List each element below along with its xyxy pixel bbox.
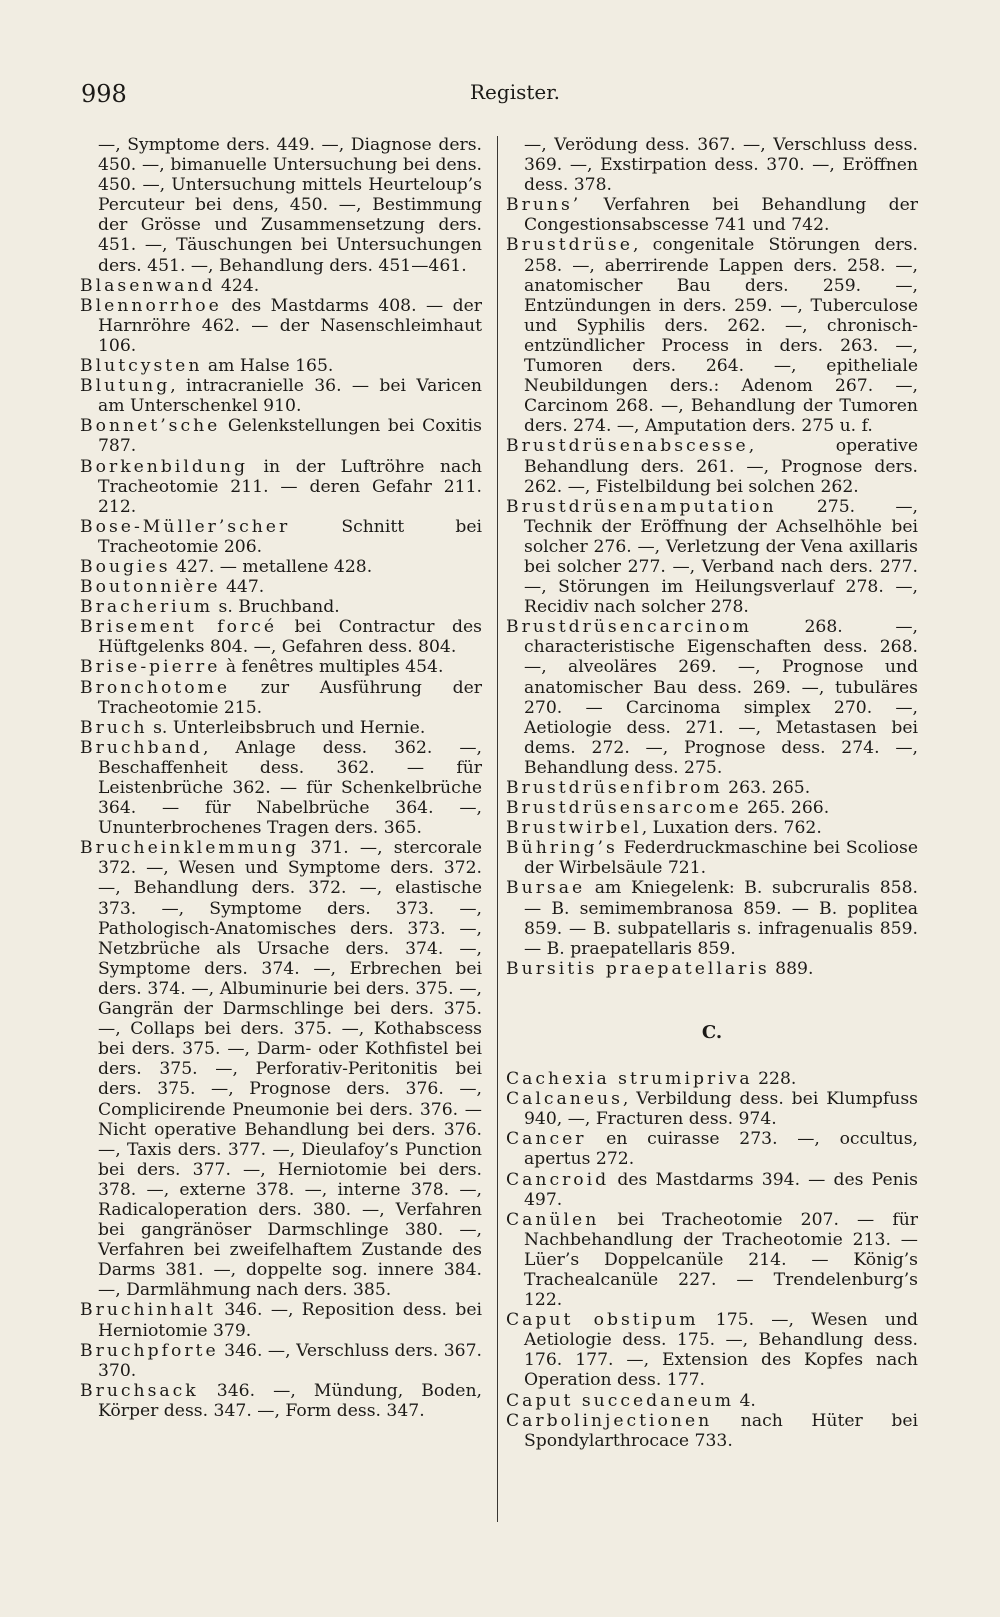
index-headword: Boutonnière — [80, 577, 221, 598]
index-entry — [506, 818, 918, 838]
index-headword: Carbolinjectionen — [506, 1410, 713, 1431]
index-text: 346. —, Verschluss ders. 367. 370. — [98, 1340, 482, 1381]
index-text: 424. — [215, 275, 260, 296]
index-text: à fenêtres multiples 454. — [220, 657, 444, 678]
index-headword: Cancer — [506, 1129, 587, 1150]
index-text: Schnitt bei Tracheotomie 206. — [98, 516, 482, 557]
left-column — [80, 135, 482, 1421]
index-entry — [80, 557, 482, 577]
index-headword: Bose-Müller’scher — [80, 516, 291, 537]
index-text: in der Luftröhre nach Tracheotomie 211. — deren Gefahr 211. 212. — [98, 456, 482, 517]
index-text: , congenitale Störungen ders. 258. —, aberrirende Lappen ders. 258. —, anatomischer Bau ders. 259. —, Entzündungen in ders. 259. —, Tuberculose und Syphilis ders. 262. —, chronisch-entzündlicher Process in ders. 263. —, Tumoren ders. 264. —, epitheliale Neubildungen ders.: Adenom 267. —, Carcinom 268. —, Behandlung der Tumoren ders. 274. —, Amputation ders. 275 u. f. — [524, 235, 918, 437]
index-headword: Brustdrüsencarcinom — [506, 617, 752, 638]
index-entry — [80, 517, 482, 557]
index-text: 447. — [220, 577, 265, 598]
index-headword: Brustwirbel — [506, 818, 642, 839]
index-headword: Brustdrüsenfibrom — [506, 778, 723, 798]
index-text: des Mastdarms 408. — der Harnröhre 462. — der Nasenschleimhaut 106. — [98, 295, 482, 356]
index-headword: Bruchpforte — [80, 1340, 219, 1361]
section-heading: C. — [701, 1021, 723, 1043]
index-text: bei Tracheotomie 207. — für Nachbehandlung der Tracheotomie 213. — Lüer’s Doppelcanüle 214. — König’s Trachealcanüle 227. — Trendelenburg’s 122. — [524, 1209, 918, 1311]
index-entry — [80, 135, 482, 276]
index-headword: Caput succedaneum — [506, 1390, 735, 1411]
index-text: am Kniegelenk: B. subcruralis 858. — B. semimembranosa 859. — B. poplitea 859. — B. subpatellaris s. infragenualis 859. — B. praepatellaris 859. — [524, 878, 918, 959]
index-entry — [80, 1300, 482, 1340]
index-text: , Luxation ders. 762. — [641, 818, 822, 839]
index-headword: Bruchsack — [80, 1380, 199, 1401]
index-headword: Brustdrüsenamputation — [506, 496, 777, 517]
index-headword: Cancroid — [506, 1169, 610, 1190]
index-entry — [506, 1310, 918, 1390]
page-number: 998 — [81, 80, 127, 108]
index-headword: Cachexia strumipriva — [506, 1069, 753, 1090]
index-text: 228. — [752, 1069, 797, 1090]
index-entry — [506, 959, 918, 979]
index-headword: Caput obstipum — [506, 1310, 699, 1331]
index-headword: Blutung — [80, 376, 171, 397]
index-headword: Canülen — [506, 1209, 600, 1230]
index-entry — [506, 497, 918, 618]
index-entry — [506, 878, 918, 958]
index-text: , intracranielle 36. — bei Varicen am Unterschenkel 910. — [98, 376, 482, 417]
index-text: Gelenkstellungen bei Coxitis 787. — [98, 416, 482, 457]
index-text: 889. — [769, 958, 814, 979]
index-entry — [80, 597, 482, 617]
index-headword: Bougies — [80, 556, 171, 577]
index-entry — [506, 436, 918, 496]
column-divider — [497, 136, 498, 1522]
index-headword: Bühring’s — [506, 838, 618, 859]
index-entry — [80, 276, 482, 296]
index-headword: Blennorrhoe — [80, 295, 222, 316]
index-entry — [80, 577, 482, 597]
index-headword: Borkenbildung — [80, 456, 248, 477]
index-headword: Bruchband — [80, 737, 203, 758]
index-entry — [80, 356, 482, 376]
index-entry — [80, 1341, 482, 1381]
index-headword: Bruchinhalt — [80, 1300, 216, 1321]
index-text: bei Contractur des Hüftgelenks 804. —, Gefahren dess. 804. — [98, 617, 483, 658]
index-entry — [506, 1391, 918, 1411]
index-entry — [506, 778, 918, 798]
index-headword: Brisement forcé — [80, 617, 278, 638]
index-text: 427. — metallene 428. — [170, 556, 373, 577]
index-text: —, Symptome ders. 449. —, Diagnose ders. 450. —, bimanuelle Untersuchung bei dens. 450. —, Untersuchung mittels Heurteloup’s Percuteur bei dens, 450. —, Bestimmung der Grösse und Zusammensetzung ders. 451. —, Täuschungen bei Untersuchungen ders. 451. —, Behandlung ders. 451—461. — [98, 135, 482, 276]
index-entry — [80, 376, 482, 416]
index-entry — [506, 195, 918, 235]
index-headword: Bronchotome — [80, 677, 231, 698]
index-headword: Brustdrüsensarcome — [506, 798, 742, 819]
index-text: 268. —, characteristische Eigenschaften dess. 268. —, alveoläres 269. —, Prognose und anatomischer Bau dess. 269. —, tubuläres 270. — Carcinoma simplex 270. —, Aetiologie dess. 271. —, Metastasen bei dems. 272. —, Prognose dess. 274. —, Behandlung dess. 275. — [524, 617, 918, 778]
index-text: 275. —, Technik der Eröffnung der Achselhöhle bei solcher 276. —, Verletzung der Vena axillaris bei solcher 277. —, Verband nach ders. 277. —, Störungen im Heilungsverlauf 278. —, Recidiv nach solcher 278. — [524, 496, 918, 618]
index-headword: Brustdrüsenabscesse — [506, 436, 749, 457]
index-text: en cuirasse 273. —, occultus, apertus 272. — [524, 1129, 918, 1170]
index-text: 265. 266. — [741, 798, 830, 819]
index-text: Federdruckmaschine bei Scoliose der Wirbelsäule 721. — [524, 838, 918, 879]
index-headword: Bonnet’sche — [80, 416, 221, 437]
index-entry — [80, 457, 482, 517]
index-text: zur Ausführung der Tracheotomie 215. — [98, 677, 482, 718]
index-text: 4. — [734, 1390, 756, 1411]
index-text: , operative Behandlung ders. 261. —, Prognose ders. 262. —, Fistelbildung bei solchen 262. — [524, 436, 918, 497]
right-column — [506, 135, 918, 1451]
index-headword: Blutcysten — [80, 356, 203, 377]
index-headword: Brise-pierre — [80, 657, 221, 678]
index-headword: Bursae — [506, 878, 586, 899]
index-text: —, Verödung dess. 367. —, Verschluss dess. 369. —, Exstirpation dess. 370. —, Eröffnen dess. 378. — [524, 135, 918, 196]
index-text: 371. —, stercorale 372. —, Wesen und Symptome ders. 372. —, Behandlung ders. 372. —, elastische 373. —, Symptome ders. 373. —, Pathologisch-Anatomisches ders. 373. —, Netzbrüche als Ursache ders. 374. —, Symptome ders. 374. —, Erbrechen bei ders. 374. —, Albuminurie bei ders. 375. —, Gangrän der Darmschlinge bei ders. 375. —, Collaps bei ders. 375. —, Kothabscess bei ders. 375. —, Darm- oder Kothfistel bei ders. 375. —, Perforativ-Peritonitis bei ders. 375. —, Prognose ders. 376. —, Complicirende Pneumonie bei ders. 376. — Nicht operative Behandlung bei ders. 376. —, Taxis ders. 377. —, Dieulafoy’s Punction bei ders. 377. —, Herniotomie bei ders. 378. —, externe 378. —, interne 378. —, Radicaloperation ders. 380. —, Verfahren bei gangränöser Darmschlinge 380. —, Verfahren bei zweifelhaftem Zustande des Darms 381. —, doppelte sog. innere 384. —, Darmlähmung nach ders. 385. — [98, 838, 482, 1301]
index-entry — [80, 617, 482, 657]
index-text: 346. —, Mündung, Boden, Körper dess. 347. —, Form dess. 347. — [98, 1380, 482, 1421]
index-text: 346. —, Reposition dess. bei Herniotomie 379. — [98, 1300, 482, 1341]
index-text: nach Hüter bei Spondylarthrocace 733. — [524, 1410, 918, 1451]
index-entry — [80, 296, 482, 356]
index-text: , Anlage dess. 362. —, Beschaffenheit dess. 362. — für Leistenbrüche 362. — für Schenkelbrüche 364. — für Nabelbrüche 364. —, Ununterbrochenes Tragen ders. 365. — [98, 737, 482, 839]
index-text: s. Bruchband. — [213, 597, 340, 618]
index-text: des Mastdarms 394. — des Penis 497. — [524, 1169, 918, 1210]
index-entry — [506, 1069, 918, 1089]
index-text: am Halse 165. — [202, 356, 334, 377]
index-entry — [80, 1381, 482, 1421]
index-text: s. Unterleibsbruch und Hernie. — [147, 717, 426, 738]
index-entry — [506, 1170, 918, 1210]
index-headword: Brucheinklemmung — [80, 838, 300, 859]
index-entry — [506, 838, 918, 878]
index-entry — [80, 416, 482, 456]
index-entry — [506, 1129, 918, 1169]
index-entry — [506, 798, 918, 818]
index-entry — [506, 1411, 918, 1451]
index-text: Verfahren bei Behandlung der Congestionsabscesse 741 und 742. — [524, 195, 918, 236]
running-header: Register. — [470, 80, 560, 104]
index-headword: Brustdrüse — [506, 235, 633, 256]
index-entry — [80, 738, 482, 838]
index-headword: Blasenwand — [80, 275, 216, 296]
index-entry — [80, 678, 482, 718]
index-entry — [80, 718, 482, 738]
index-entry — [80, 838, 482, 1300]
index-headword: Bruch — [80, 717, 148, 738]
index-entry — [80, 657, 482, 677]
index-entry — [506, 235, 918, 436]
index-headword: Bruns’ — [506, 195, 582, 216]
index-entry — [506, 1089, 918, 1129]
index-text: , Verbildung dess. bei Klumpfuss 940, —, Fracturen dess. 974. — [524, 1089, 918, 1130]
index-entry — [506, 617, 918, 778]
index-text: 175. —, Wesen und Aetiologie dess. 175. —, Behandlung dess. 176. 177. —, Extension des Kopfes nach Operation dess. 177. — [524, 1310, 918, 1391]
index-text: 263. 265. — [722, 778, 811, 798]
index-headword: Bracherium — [80, 597, 214, 618]
index-entry — [506, 135, 918, 195]
index-headword: Calcaneus — [506, 1089, 623, 1110]
index-headword: Bursitis praepatellaris — [506, 958, 770, 979]
index-entry — [506, 1210, 918, 1310]
